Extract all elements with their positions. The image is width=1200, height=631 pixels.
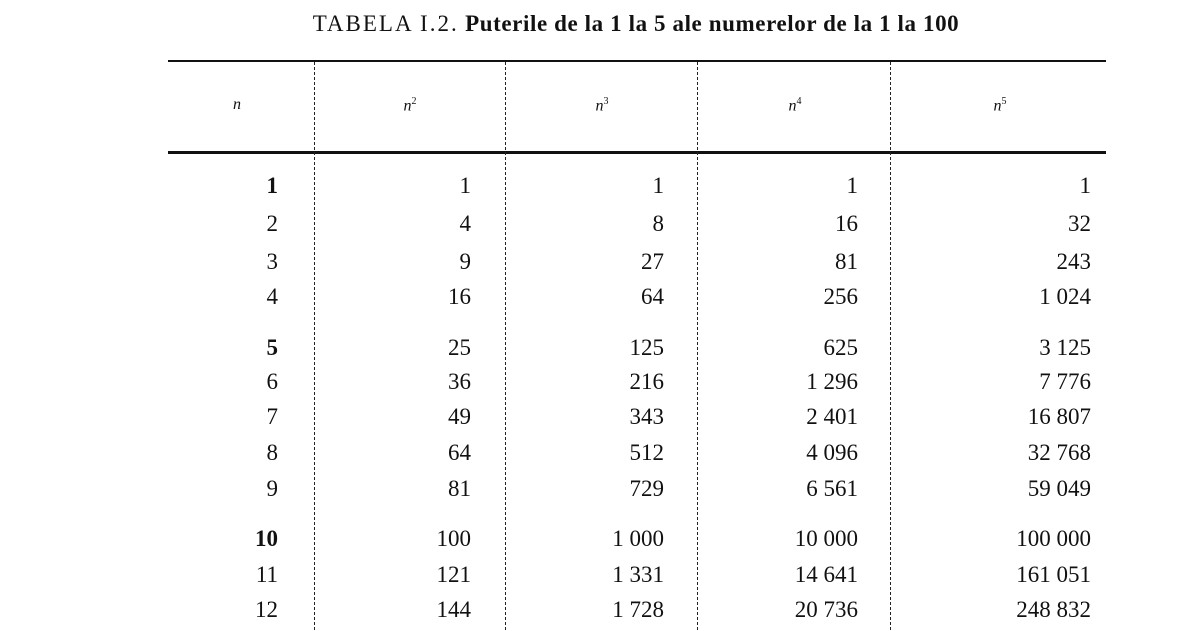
cell-n-squared: 81 <box>448 476 471 501</box>
cell-n-fifth: 1 024 <box>1039 284 1091 309</box>
cell-n-cubed: 729 <box>629 476 664 501</box>
header-n3-exponent: 3 <box>603 96 609 107</box>
cell-n-fourth: 625 <box>823 335 858 360</box>
header-n5-exponent: 5 <box>1001 96 1007 107</box>
cell-n-cubed: 27 <box>641 249 664 274</box>
table-row <box>0 369 1200 403</box>
table-row <box>0 211 1200 245</box>
cell-n: 1 <box>266 173 278 198</box>
header-n3-base: n <box>595 97 604 115</box>
cell-n-cubed: 216 <box>629 369 664 394</box>
table-row <box>0 284 1200 318</box>
cell-n-squared: 144 <box>436 597 471 622</box>
cell-n-fifth: 248 832 <box>1016 597 1091 622</box>
table-row <box>0 526 1200 560</box>
table-row <box>0 335 1200 369</box>
top-rule <box>168 60 1106 62</box>
cell-n-fourth: 6 561 <box>806 476 858 501</box>
header-n2-base: n <box>403 97 412 115</box>
cell-n: 6 <box>266 369 278 394</box>
cell-n-fourth: 10 000 <box>794 526 858 551</box>
cell-n-fourth: 1 296 <box>806 369 858 394</box>
cell-n-fourth: 81 <box>835 249 858 274</box>
cell-n-fourth: 1 <box>846 173 858 198</box>
table-row <box>0 440 1200 474</box>
cell-n-fifth: 1 <box>1079 173 1091 198</box>
cell-n: 4 <box>266 284 278 309</box>
cell-n-fifth: 16 807 <box>1027 404 1091 429</box>
cell-n-fourth: 14 641 <box>794 562 858 587</box>
table-title: Puterile de la 1 la 5 ale numerelor de la 1 la 100 <box>465 11 960 36</box>
cell-n-fourth: 20 736 <box>794 597 858 622</box>
header-n4-base: n <box>788 97 797 115</box>
cell-n-squared: 121 <box>436 562 471 587</box>
table-row <box>0 476 1200 510</box>
cell-n-cubed: 1 728 <box>612 597 664 622</box>
header-n2 <box>385 96 435 115</box>
cell-n-fifth: 243 <box>1056 249 1091 274</box>
cell-n-cubed: 1 000 <box>612 526 664 551</box>
header-n3 <box>577 96 627 115</box>
header-n2-exponent: 2 <box>411 96 417 107</box>
table-caption <box>0 11 1200 37</box>
cell-n-cubed: 1 331 <box>612 562 664 587</box>
cell-n-squared: 4 <box>459 211 471 236</box>
cell-n-squared: 36 <box>448 369 471 394</box>
cell-n-cubed: 8 <box>652 211 664 236</box>
cell-n-squared: 25 <box>448 335 471 360</box>
cell-n-fifth: 32 768 <box>1027 440 1091 465</box>
table-row <box>0 404 1200 438</box>
table-label: TABELA I.2. <box>312 11 459 36</box>
header-n4-exponent: 4 <box>796 96 802 107</box>
cell-n-fifth: 161 051 <box>1016 562 1091 587</box>
header-n5 <box>975 96 1025 115</box>
header-n5-base: n <box>993 97 1002 115</box>
table-row <box>0 173 1200 207</box>
cell-n-fourth: 4 096 <box>806 440 858 465</box>
cell-n-fourth: 2 401 <box>806 404 858 429</box>
cell-n-fourth: 256 <box>823 284 858 309</box>
header-n-label: n <box>233 96 241 113</box>
cell-n: 11 <box>255 562 278 587</box>
cell-n-fifth: 100 000 <box>1016 526 1091 551</box>
cell-n-squared: 1 <box>459 173 471 198</box>
cell-n: 7 <box>266 404 278 429</box>
cell-n-fifth: 3 125 <box>1039 335 1091 360</box>
cell-n-fourth: 16 <box>835 211 858 236</box>
header-n4 <box>770 96 820 115</box>
cell-n-cubed: 1 <box>652 173 664 198</box>
cell-n: 2 <box>266 211 278 236</box>
cell-n: 8 <box>266 440 278 465</box>
cell-n-cubed: 64 <box>641 284 664 309</box>
cell-n-squared: 49 <box>448 404 471 429</box>
cell-n: 12 <box>255 597 278 622</box>
cell-n-squared: 16 <box>448 284 471 309</box>
table-row <box>0 249 1200 283</box>
cell-n: 9 <box>266 476 278 501</box>
cell-n-fifth: 59 049 <box>1027 476 1091 501</box>
cell-n: 5 <box>266 335 278 360</box>
header-rule <box>168 151 1106 154</box>
table-row <box>0 562 1200 596</box>
cell-n-cubed: 512 <box>629 440 664 465</box>
cell-n-fifth: 7 776 <box>1039 369 1091 394</box>
header-n <box>222 96 252 114</box>
cell-n-squared: 64 <box>448 440 471 465</box>
table-row <box>0 597 1200 631</box>
cell-n: 3 <box>266 249 278 274</box>
cell-n-cubed: 343 <box>629 404 664 429</box>
cell-n-squared: 9 <box>459 249 471 274</box>
cell-n-squared: 100 <box>436 526 471 551</box>
cell-n-fifth: 32 <box>1068 211 1091 236</box>
cell-n: 10 <box>255 526 278 551</box>
cell-n-cubed: 125 <box>629 335 664 360</box>
